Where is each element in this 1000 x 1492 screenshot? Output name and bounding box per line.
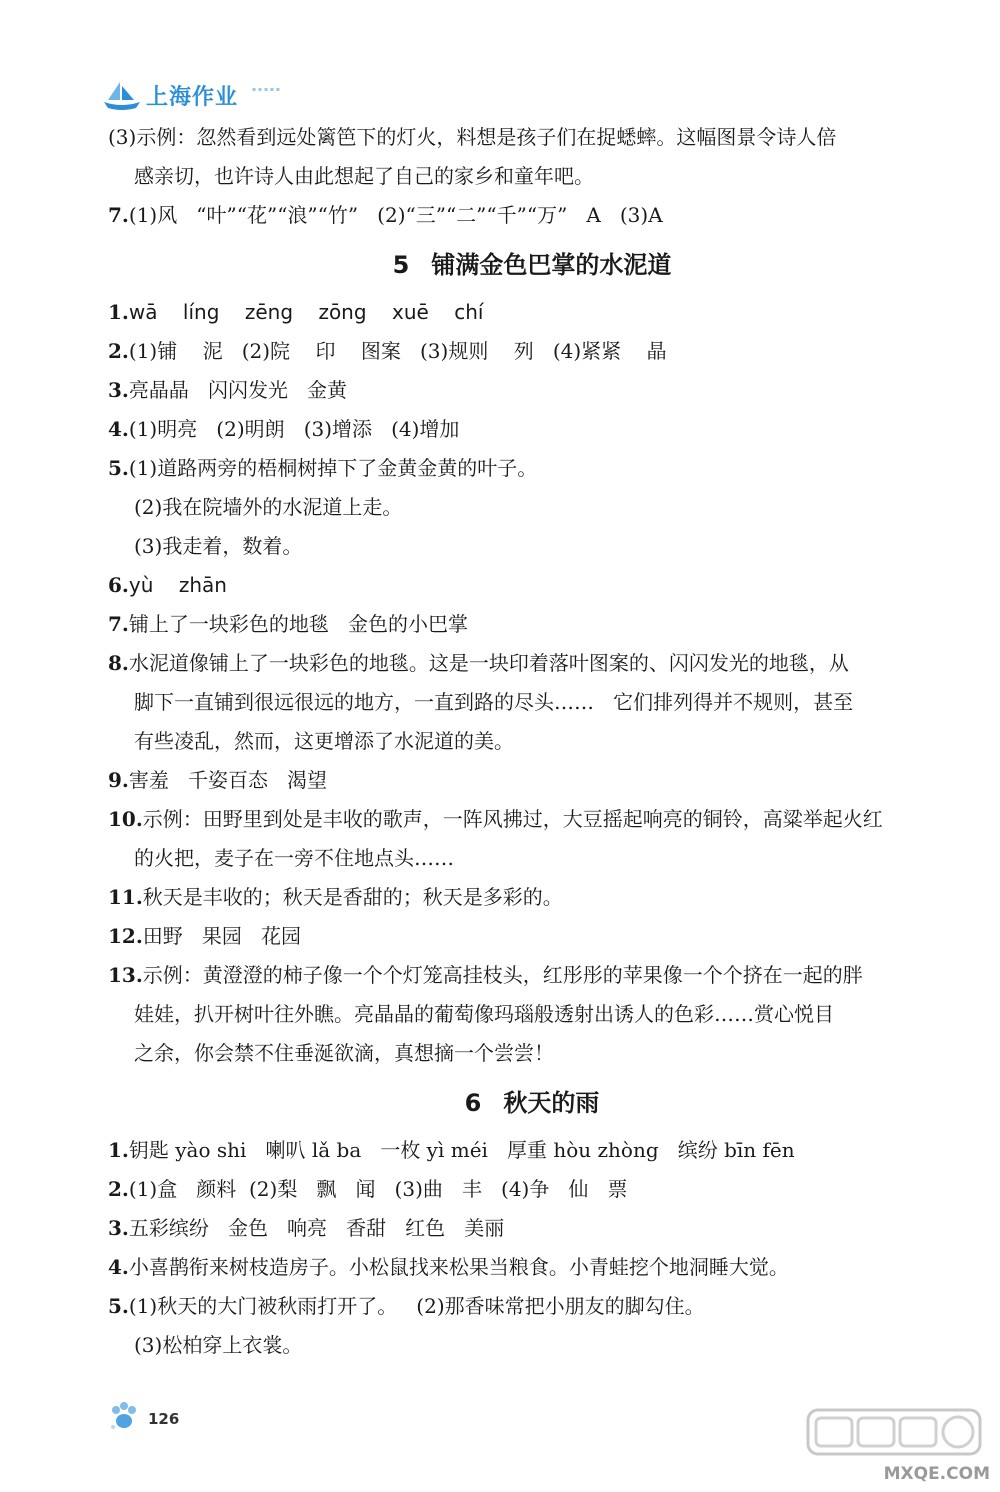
answer-text: (2)我在院墙外的水泥道上走。: [134, 495, 403, 519]
answer-line: [108, 118, 956, 157]
question-number: 7.: [108, 612, 129, 636]
answer-text: 小喜鹊衔来树枝造房子。小松鼠找来松果当粮食。小青蛙挖个地洞睡大觉。: [128, 1255, 789, 1279]
answer-line: [108, 371, 956, 410]
question-number: 9.: [108, 768, 129, 792]
question-number: 6.: [108, 573, 129, 597]
answer-continuation-line: [108, 527, 956, 566]
watermark-logo: [806, 1404, 982, 1460]
answer-text: 铺上了一块彩色的地毯 金色的小巴掌: [128, 612, 468, 636]
answer-line: [108, 956, 956, 995]
answer-text: 感亲切，也许诗人由此想起了自己的家乡和童年吧。: [134, 164, 594, 188]
section-number: 5: [392, 251, 410, 279]
question-number: 13.: [108, 963, 143, 987]
question-number: 8.: [108, 651, 129, 675]
question-number: 10.: [108, 807, 143, 831]
answer-text: 示例：田野里到处是丰收的歌声，一阵风拂过，大豆摇起响亮的铜铃，高粱举起火红: [142, 807, 883, 831]
answer-text: (3)示例：忽然看到远处篱笆下的灯火，料想是孩子们在捉蟋蟀。这幅图景令诗人倍: [108, 125, 837, 149]
answer-continuation-line: [108, 157, 956, 196]
answer-text: 示例：黄澄澄的柿子像一个个灯笼高挂枝头，红彤彤的苹果像一个个挤在一起的胖: [142, 963, 863, 987]
question-number: 2.: [108, 1177, 129, 1201]
answer-text: (1)道路两旁的梧桐树掉下了金黄金黄的叶子。: [128, 456, 538, 480]
question-number: 4.: [108, 1255, 129, 1279]
answer-line: [108, 1131, 956, 1170]
paw-print-icon: [108, 1400, 142, 1432]
answer-continuation-line: [108, 1034, 956, 1073]
page-number: 126: [148, 1410, 180, 1428]
answer-text: (1)铺 泥 (2)院 印 图案 (3)规则 列 (4)紧紧 晶: [128, 339, 667, 363]
question-number: 3.: [108, 1216, 129, 1240]
answer-text: 水泥道像铺上了一块彩色的地毯。这是一块印着落叶图案的、闪闪发光的地毯，从: [128, 651, 849, 675]
answer-line: [108, 800, 956, 839]
answer-line: [108, 449, 956, 488]
answer-text: 害羞 千姿百态 渴望: [128, 768, 328, 792]
answer-text: (1)秋天的大门被秋雨打开了。 (2)那香味常把小朋友的脚勾住。: [128, 1294, 705, 1318]
answer-continuation-line: [108, 995, 956, 1034]
watermark: [800, 1404, 990, 1484]
answer-text: wā líng zēng zōng xuē chí: [128, 300, 484, 324]
section-title-text: 铺满金色巴掌的水泥道: [431, 251, 672, 279]
answer-line: [108, 196, 956, 235]
answer-text: (3)松柏穿上衣裳。: [134, 1333, 303, 1357]
section-title: [108, 235, 956, 293]
answer-line: [108, 1209, 956, 1248]
question-number: 4.: [108, 417, 129, 441]
question-number: 1.: [108, 300, 129, 324]
answer-text: 脚下一直铺到很远很远的地方，一直到路的尽头…… 它们排列得并不规则，甚至: [134, 690, 854, 714]
question-number: 5.: [108, 1294, 129, 1318]
answer-text: yù zhān: [128, 573, 227, 597]
answer-line: [108, 1170, 956, 1209]
answer-text: 娃娃，扒开树叶往外瞧。亮晶晶的葡萄像玛瑙般透射出诱人的色彩……赏心悦目: [134, 1002, 834, 1026]
answer-line: [108, 644, 956, 683]
answer-line: [108, 1248, 956, 1287]
answer-line: [108, 1287, 956, 1326]
section-number: 6: [464, 1089, 482, 1117]
answer-line: [108, 917, 956, 956]
answer-line: [108, 761, 956, 800]
answer-line: [108, 878, 956, 917]
answer-text: 钥匙 yào shi 喇叭 lǎ ba 一枚 yì méi 厚重 hòu zhòng 缤纷 bīn fēn: [128, 1138, 795, 1162]
answer-text: 田野 果园 花园: [142, 924, 301, 948]
page-header: [100, 76, 360, 116]
answer-continuation-line: [108, 839, 956, 878]
answer-text: (1)盒 颜料 (2)梨 飘 闻 (3)曲 丰 (4)争 仙 票: [128, 1177, 628, 1201]
answer-line: [108, 605, 956, 644]
question-number: 12.: [108, 924, 143, 948]
page-footer: [108, 1396, 308, 1436]
answer-text: 亮晶晶 闪闪发光 金黄: [128, 378, 348, 402]
answer-text: (1)明亮 (2)明朗 (3)增添 (4)增加: [128, 417, 460, 441]
question-number: 3.: [108, 378, 129, 402]
brand-title: 上海作业: [146, 85, 239, 110]
section-title: [108, 1073, 956, 1131]
answer-continuation-line: [108, 722, 956, 761]
question-number: 7.: [108, 203, 129, 227]
ship-logo-icon: [100, 78, 144, 112]
answer-text: 五彩缤纷 金色 响亮 香甜 红色 美丽: [128, 1216, 505, 1240]
answer-continuation-line: [108, 488, 956, 527]
question-number: 5.: [108, 456, 129, 480]
brand-subtitle-decoration: ▪ ▪ ▪ ▪ ▪: [252, 86, 280, 93]
answer-text: 之余，你会禁不住垂涎欲滴，真想摘一个尝尝！: [134, 1041, 554, 1065]
question-number: 2.: [108, 339, 129, 363]
answer-line: [108, 410, 956, 449]
answer-text: 有些凌乱，然而，这更增添了水泥道的美。: [134, 729, 514, 753]
answer-continuation-line: [108, 1326, 956, 1365]
answer-line: [108, 566, 956, 605]
section-title-text: 秋天的雨: [503, 1089, 600, 1117]
answer-text: 秋天是丰收的；秋天是香甜的；秋天是多彩的。: [142, 885, 563, 909]
answer-line: [108, 293, 956, 332]
answer-text: (3)我走着，数着。: [134, 534, 303, 558]
answer-text: 的火把，麦子在一旁不住地点头……: [134, 846, 454, 870]
answer-line: [108, 332, 956, 371]
answer-text: (1)风 “叶”“花”“浪”“竹” (2)“三”“二”“千”“万” A (3)A: [128, 203, 663, 227]
question-number: 11.: [108, 885, 143, 909]
answer-continuation-line: [108, 683, 956, 722]
watermark-text: MXQE.COM: [883, 1464, 990, 1484]
answer-content: [108, 118, 956, 1365]
question-number: 1.: [108, 1138, 129, 1162]
